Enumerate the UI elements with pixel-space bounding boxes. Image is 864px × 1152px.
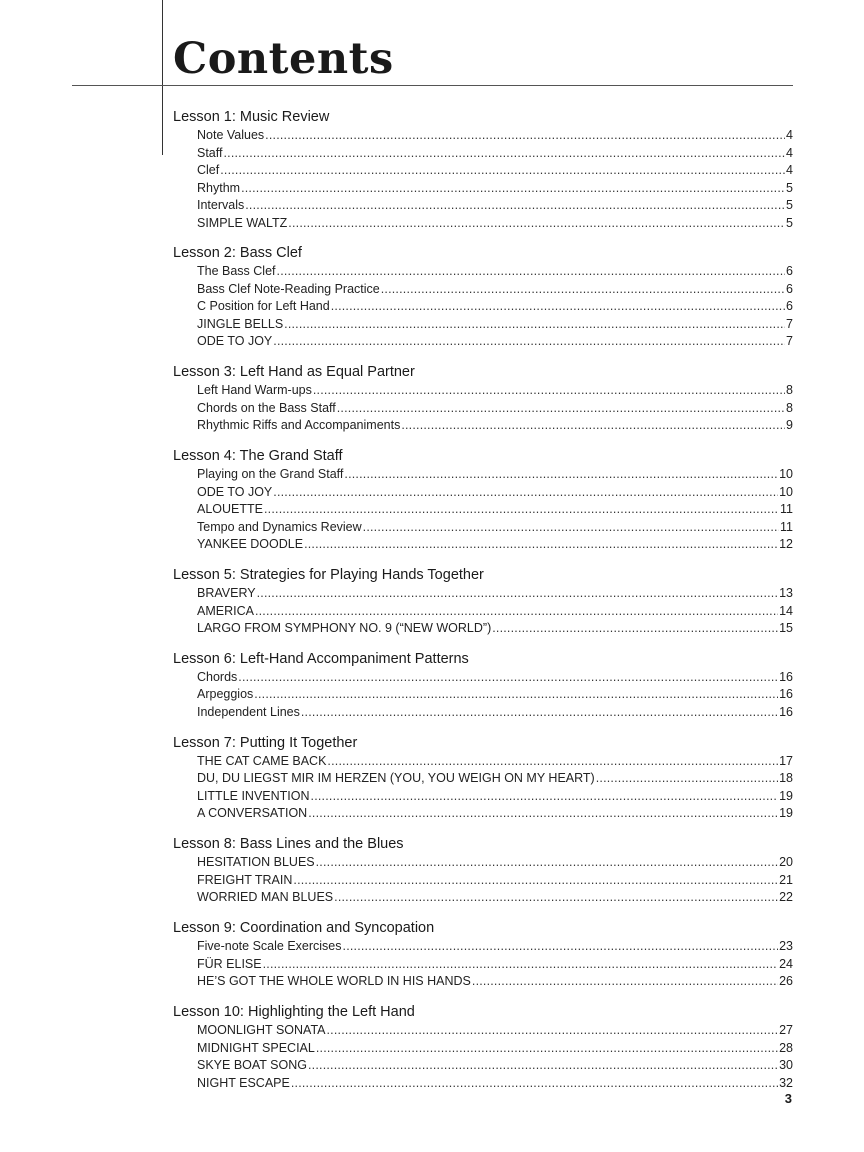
dot-leader — [313, 382, 785, 400]
entry-page-number: 15 — [779, 621, 793, 636]
toc-entry — [197, 145, 793, 163]
toc-entry — [197, 585, 793, 603]
toc-entry — [197, 298, 793, 316]
entry-page-number: 26 — [779, 974, 793, 989]
dot-leader — [343, 938, 779, 956]
entry-label: DU, DU LIEGST MIR IM HERZEN (YOU, YOU WEIGH ON MY HEART) — [197, 771, 595, 786]
lesson-section — [173, 1002, 793, 1092]
dot-leader — [492, 620, 778, 638]
entry-page-number: 9 — [786, 418, 793, 433]
entry-label: Tempo and Dynamics Review — [197, 519, 362, 534]
entry-label: Rhythm — [197, 180, 241, 195]
entry-label: Chords — [197, 669, 238, 684]
toc-entry — [197, 316, 793, 334]
toc-entry — [197, 1075, 793, 1093]
entry-label: WORRIED MAN BLUES — [197, 890, 334, 905]
dot-leader — [277, 263, 786, 281]
lesson-title: Lesson 10: Highlighting the Left Hand — [173, 1004, 415, 1021]
dot-leader — [304, 536, 778, 554]
dot-leader — [401, 417, 785, 435]
entry-page-number: 10 — [779, 484, 793, 499]
toc-entry — [197, 854, 793, 872]
toc-entry — [197, 333, 793, 351]
toc-entry — [197, 704, 793, 722]
entry-page-number: 21 — [779, 872, 793, 887]
toc-entry — [197, 770, 793, 788]
toc-entry — [197, 536, 793, 554]
dot-leader — [238, 669, 778, 687]
lesson-title: Lesson 5: Strategies for Playing Hands Together — [173, 567, 484, 584]
lesson-title: Lesson 3: Left Hand as Equal Partner — [173, 364, 415, 381]
page-title: Contents — [173, 34, 394, 84]
entry-page-number: 19 — [779, 788, 793, 803]
horizontal-rule — [72, 85, 793, 86]
lesson-section — [173, 362, 793, 435]
entry-label: A CONVERSATION — [197, 806, 308, 821]
entry-label: SIMPLE WALTZ — [197, 215, 288, 230]
entry-label: FÜR ELISE — [197, 956, 262, 971]
entry-label: NIGHT ESCAPE — [197, 1075, 290, 1090]
entry-page-number: 4 — [786, 163, 793, 177]
entry-page-number: 30 — [779, 1058, 793, 1073]
toc-entry — [197, 938, 793, 956]
entry-label: The Bass Clef — [197, 264, 276, 279]
entry-label: ODE TO JOY — [197, 484, 273, 499]
entry-label: YANKEE DOODLE — [197, 537, 304, 552]
lesson-section — [173, 446, 793, 554]
entry-page-number: 22 — [779, 890, 793, 905]
toc-entry — [197, 180, 793, 198]
toc-entry — [197, 686, 793, 704]
entry-label: HESITATION BLUES — [197, 855, 315, 870]
vertical-rule — [162, 0, 163, 155]
lesson-title: Lesson 4: The Grand Staff — [173, 448, 343, 465]
dot-leader — [331, 298, 785, 316]
entry-page-number: 4 — [786, 145, 793, 160]
dot-leader — [263, 956, 778, 974]
entry-label: Independent Lines — [197, 704, 300, 719]
entry-page-number: 17 — [779, 753, 793, 768]
toc-entry — [197, 889, 793, 907]
entry-page-number: 6 — [786, 299, 793, 314]
table-of-contents — [173, 107, 793, 1103]
toc-entry — [197, 1057, 793, 1075]
entry-label: MIDNIGHT SPECIAL — [197, 1040, 315, 1055]
dot-leader — [308, 1057, 778, 1075]
page-number: 3 — [784, 1091, 792, 1106]
lesson-section — [173, 834, 793, 907]
entry-label: Staff — [197, 145, 223, 160]
toc-entry — [197, 1022, 793, 1040]
entry-label: Five-note Scale Exercises — [197, 939, 342, 954]
toc-entry — [197, 956, 793, 974]
dot-leader — [257, 585, 779, 603]
lesson-section — [173, 565, 793, 638]
entry-page-number: 16 — [779, 687, 793, 702]
toc-entry — [197, 400, 793, 418]
lesson-section — [173, 107, 793, 232]
entry-label: ODE TO JOY — [197, 334, 273, 349]
entry-page-number: 5 — [786, 180, 793, 195]
toc-entry — [197, 382, 793, 400]
entry-page-number: 5 — [786, 215, 793, 230]
dot-leader — [273, 484, 778, 502]
entry-page-number: 28 — [779, 1040, 793, 1055]
toc-entry — [197, 281, 793, 299]
dot-leader — [264, 501, 779, 519]
entry-page-number: 32 — [779, 1075, 793, 1090]
lesson-title: Lesson 8: Bass Lines and the Blues — [173, 836, 404, 853]
dot-leader — [327, 1022, 779, 1040]
dot-leader — [316, 854, 778, 872]
entry-page-number: 16 — [779, 704, 793, 719]
toc-entry — [197, 263, 793, 281]
entry-label: LITTLE INVENTION — [197, 788, 310, 803]
toc-entry — [197, 620, 793, 638]
entry-page-number: 6 — [786, 281, 793, 296]
toc-entry — [197, 519, 793, 537]
entry-page-number: 8 — [786, 400, 793, 415]
entry-label: Bass Clef Note-Reading Practice — [197, 281, 380, 296]
entry-label: Clef — [197, 163, 220, 177]
toc-entry — [197, 484, 793, 502]
entry-page-number: 6 — [786, 264, 793, 279]
entry-label: Arpeggios — [197, 687, 254, 702]
entry-label: JINGLE BELLS — [197, 316, 284, 331]
dot-leader — [311, 788, 779, 806]
lesson-title: Lesson 7: Putting It Together — [173, 734, 358, 751]
dot-leader — [301, 704, 778, 722]
entry-page-number: 23 — [779, 939, 793, 954]
lesson-title: Lesson 2: Bass Clef — [173, 245, 302, 262]
dot-leader — [273, 333, 785, 351]
toc-entry — [197, 872, 793, 890]
entry-label: THE CAT CAME BACK — [197, 753, 327, 768]
entry-label: Rhythmic Riffs and Accompaniments — [197, 418, 401, 433]
entry-label: Note Values — [197, 128, 265, 142]
entry-label: Intervals — [197, 198, 245, 212]
entry-page-number: 20 — [779, 855, 793, 870]
dot-leader — [293, 872, 778, 890]
entry-label: Chords on the Bass Staff — [197, 400, 336, 415]
lesson-section — [173, 918, 793, 991]
entry-label: BRAVERY — [197, 586, 256, 601]
entry-label: C Position for Left Hand — [197, 299, 330, 314]
entry-page-number: 4 — [786, 128, 793, 142]
toc-entry — [197, 501, 793, 519]
dot-leader — [265, 127, 785, 145]
dot-leader — [245, 197, 785, 215]
toc-entry — [197, 788, 793, 806]
entry-label: MOONLIGHT SONATA — [197, 1023, 326, 1038]
dot-leader — [255, 603, 778, 621]
dot-leader — [254, 686, 778, 704]
toc-entry — [197, 753, 793, 771]
toc-entry — [197, 973, 793, 991]
dot-leader — [363, 519, 779, 537]
dot-leader — [381, 281, 785, 299]
dot-leader — [220, 162, 785, 180]
entry-page-number: 8 — [786, 383, 793, 398]
entry-page-number: 27 — [779, 1023, 793, 1038]
entry-label: FREIGHT TRAIN — [197, 872, 293, 887]
lesson-section — [173, 649, 793, 722]
dot-leader — [334, 889, 778, 907]
dot-leader — [241, 180, 785, 198]
dot-leader — [223, 145, 785, 163]
dot-leader — [316, 1040, 778, 1058]
dot-leader — [327, 753, 778, 771]
entry-page-number: 18 — [779, 771, 793, 786]
entry-page-number: 19 — [779, 806, 793, 821]
entry-page-number: 11 — [780, 502, 793, 517]
toc-entry — [197, 162, 793, 180]
dot-leader — [472, 973, 778, 991]
toc-entry — [197, 215, 793, 233]
entry-label: HE’S GOT THE WHOLE WORLD IN HIS HANDS — [197, 974, 471, 989]
entry-page-number: 7 — [786, 316, 793, 331]
entry-label: SKYE BOAT SONG — [197, 1058, 307, 1073]
entry-page-number: 12 — [779, 537, 793, 552]
lesson-title: Lesson 6: Left-Hand Accompaniment Patterns — [173, 650, 469, 667]
dot-leader — [288, 215, 785, 233]
entry-page-number: 5 — [786, 198, 793, 212]
dot-leader — [344, 466, 778, 484]
dot-leader — [291, 1075, 778, 1093]
toc-entry — [197, 417, 793, 435]
dot-leader — [308, 805, 778, 823]
lesson-title: Lesson 1: Music Review — [173, 109, 330, 125]
entry-label: Playing on the Grand Staff — [197, 467, 344, 482]
dot-leader — [337, 400, 785, 418]
entry-page-number: 7 — [786, 334, 793, 349]
entry-label: ALOUETTE — [197, 502, 263, 517]
entry-page-number: 11 — [780, 519, 793, 534]
lesson-title: Lesson 9: Coordination and Syncopation — [173, 920, 435, 937]
lesson-section — [173, 243, 793, 351]
entry-page-number: 24 — [779, 956, 793, 971]
entry-label: LARGO FROM SYMPHONY NO. 9 (“NEW WORLD”) — [197, 621, 492, 636]
lesson-section — [173, 733, 793, 823]
toc-entry — [197, 197, 793, 215]
entry-page-number: 14 — [779, 603, 793, 618]
toc-entry — [197, 603, 793, 621]
toc-entry — [197, 669, 793, 687]
entry-label: AMERICA — [197, 603, 254, 618]
entry-page-number: 10 — [779, 467, 793, 482]
toc-entry — [197, 805, 793, 823]
toc-entry — [197, 466, 793, 484]
toc-entry — [197, 1040, 793, 1058]
entry-page-number: 16 — [779, 669, 793, 684]
entry-page-number: 13 — [779, 586, 793, 601]
toc-entry — [197, 127, 793, 145]
entry-label: Left Hand Warm-ups — [197, 383, 312, 398]
dot-leader — [596, 770, 778, 788]
dot-leader — [284, 316, 785, 334]
